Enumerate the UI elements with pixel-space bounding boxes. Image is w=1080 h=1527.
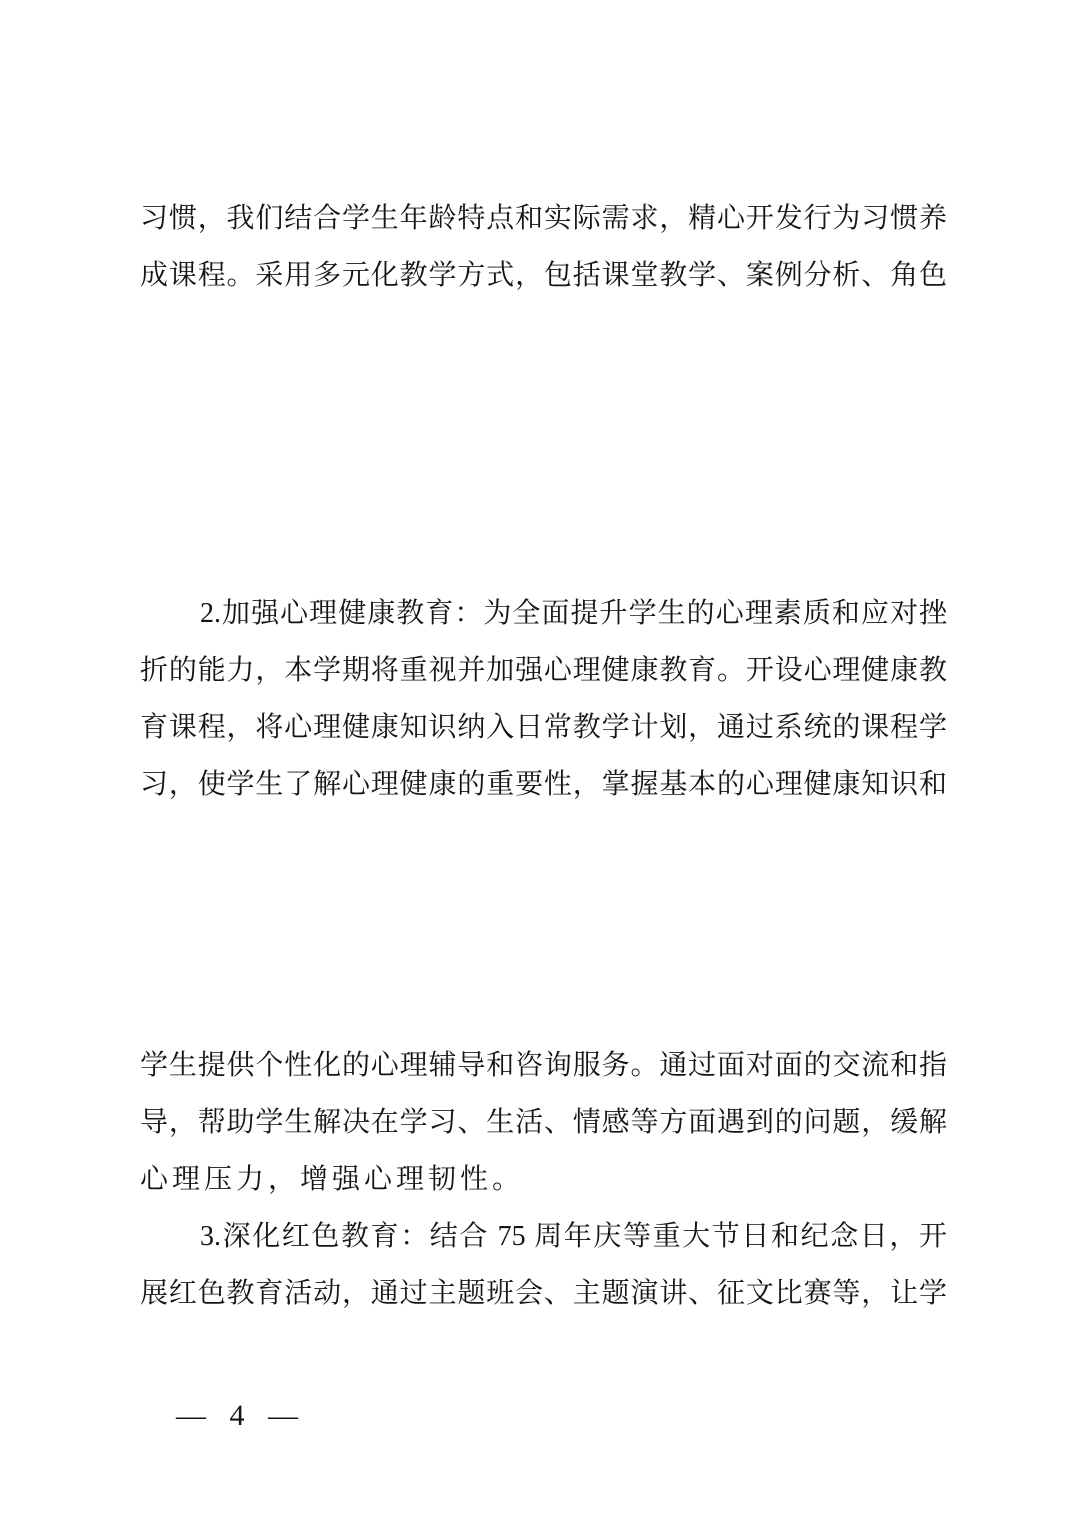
body-text-line-item-2: 2.加强心理健康教育：为全面提升学生的心理素质和应对挫: [200, 598, 947, 629]
body-text-line: 折的能力，本学期将重视并加强心理健康教育。开设心理健康教: [140, 655, 947, 686]
body-text-line: 成课程。采用多元化教学方式，包括课堂教学、案例分析、角色: [140, 260, 947, 291]
paragraph-mental-health-education: [140, 585, 947, 813]
paragraph-counseling-and-red-education: [140, 1037, 947, 1322]
body-text-line: 习，使学生了解心理健康的重要性，掌握基本的心理健康知识和: [140, 769, 947, 800]
paragraph-continuation-habits: [140, 190, 947, 304]
body-text-line: 习惯，我们结合学生年龄特点和实际需求，精心开发行为习惯养: [140, 203, 947, 234]
body-text-line: 学生提供个性化的心理辅导和咨询服务。通过面对面的交流和指: [140, 1050, 947, 1081]
body-text-line-item-3: 3.深化红色教育：结合 75 周年庆等重大节日和纪念日，开: [200, 1221, 947, 1252]
body-text-line: 展红色教育活动，通过主题班会、主题演讲、征文比赛等，让学: [140, 1278, 947, 1309]
body-text-line-paragraph-end: 心理压力，增强心理韧性。: [140, 1164, 525, 1195]
body-text-line: 导，帮助学生解决在学习、生活、情感等方面遇到的问题，缓解: [140, 1107, 947, 1138]
body-text-line: 育课程，将心理健康知识纳入日常教学计划，通过系统的课程学: [140, 712, 947, 743]
page-number: — 4 —: [176, 1399, 306, 1432]
